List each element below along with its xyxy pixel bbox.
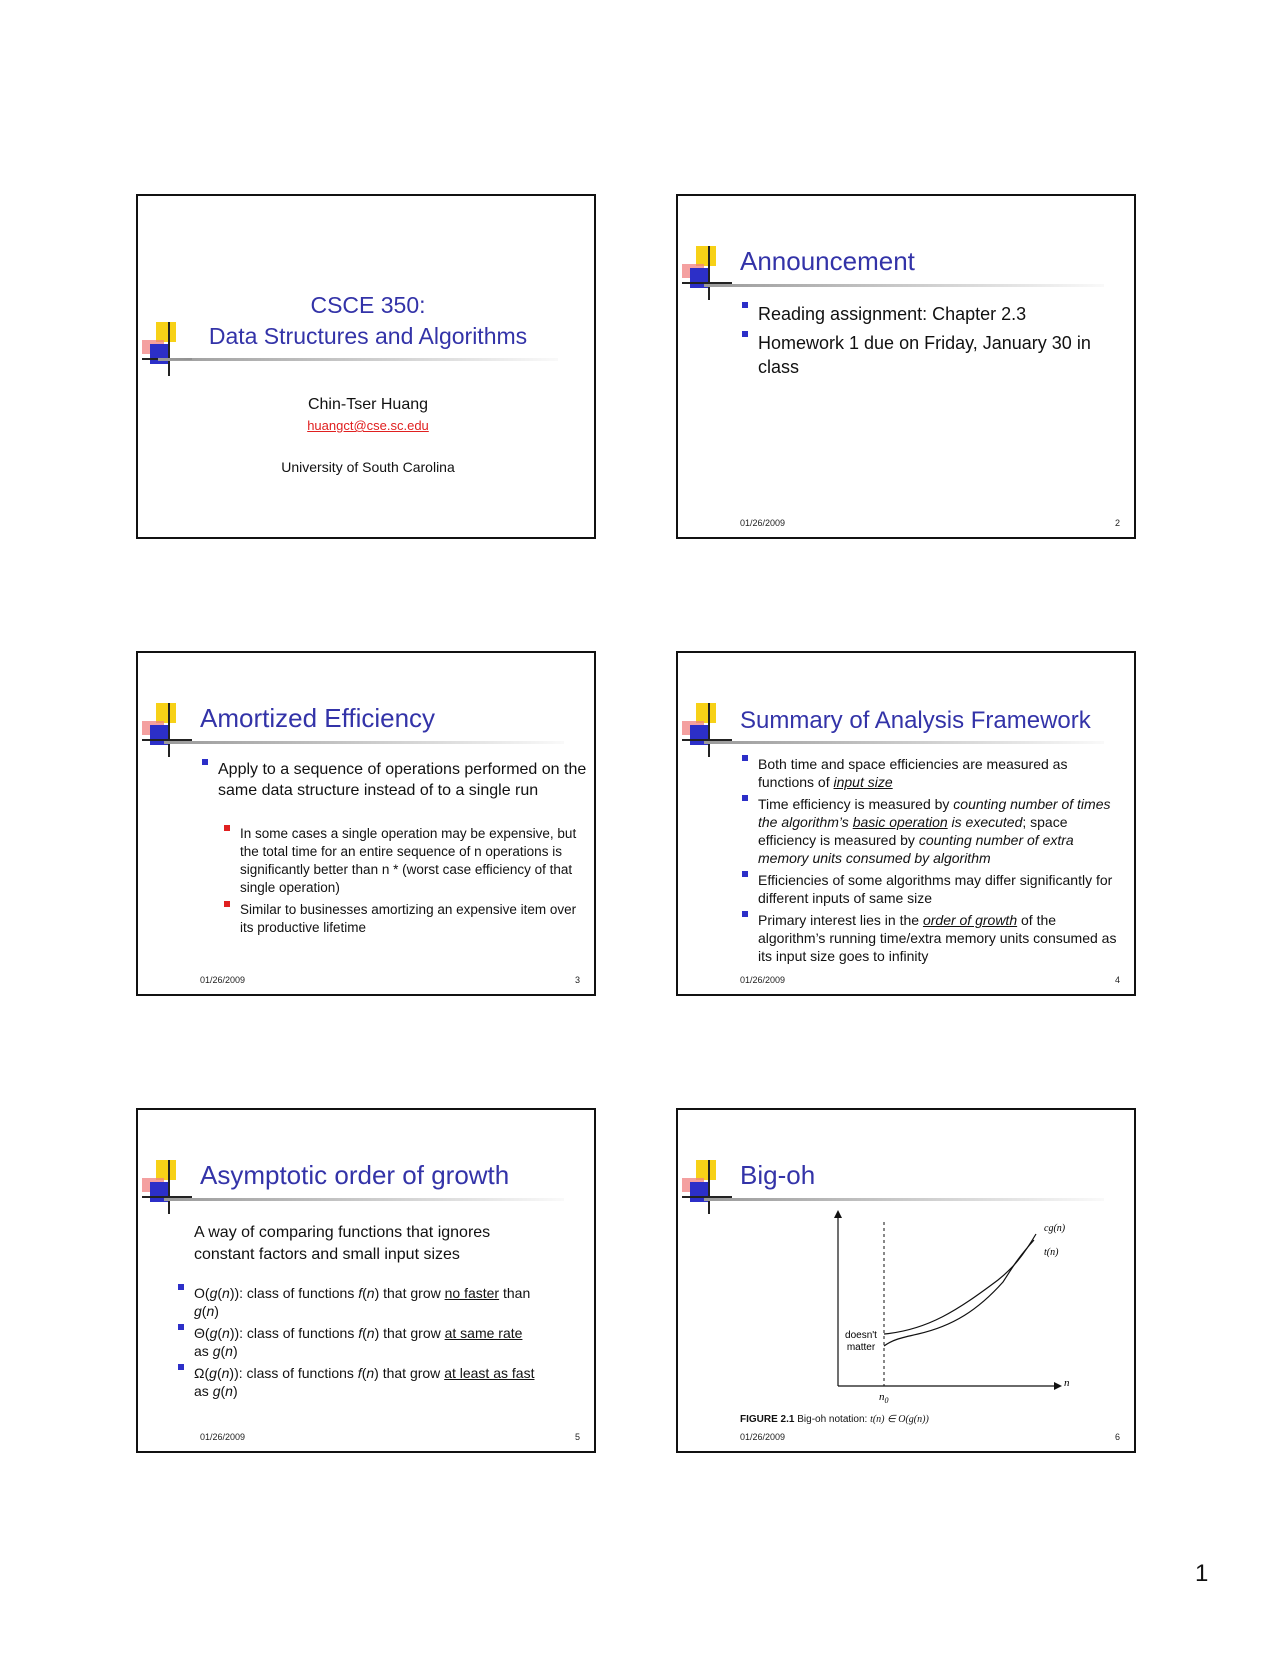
- email-text[interactable]: huangct@cse.sc.edu: [307, 418, 429, 433]
- amortized-sub-list: [222, 825, 582, 937]
- math-var: g: [209, 1285, 218, 1301]
- text-span: )): class of functions: [229, 1285, 359, 1301]
- emphasis-text: counting number of times the algorithm’s: [758, 796, 1111, 830]
- math-var: f: [357, 1365, 362, 1381]
- math-var: n: [366, 1365, 375, 1381]
- figure-text: Big-oh notation:: [797, 1414, 871, 1425]
- footer-page-number: 4: [1114, 975, 1120, 985]
- figure-formula: t(n) ∈ O(g(n)): [870, 1414, 929, 1425]
- list-item: O(g(n)): class of functions f(n) that grow no faster than g(n): [176, 1284, 576, 1320]
- slide-3: [136, 651, 596, 996]
- emphasis-text: input size: [833, 774, 893, 790]
- symbol: Θ: [194, 1325, 205, 1341]
- slide-5: [136, 1108, 596, 1453]
- figure-caption: [740, 1414, 929, 1425]
- text-span: )): class of functions: [229, 1325, 359, 1341]
- emphasis-text: basic operation: [852, 814, 948, 830]
- slide-1-title-line-1: CSCE 350:: [310, 292, 426, 318]
- slide-logo-icon: [142, 703, 192, 757]
- emphasis-text: at same rate: [444, 1325, 523, 1341]
- title-rule: [704, 1198, 1104, 1201]
- affiliation: University of South Carolina: [281, 459, 455, 475]
- slide-3-title: Amortized Efficiency: [200, 703, 436, 733]
- slide-2: [676, 194, 1136, 539]
- text-span: Time efficiency is measured by: [758, 796, 954, 812]
- emphasis-text: is executed: [947, 814, 1023, 830]
- text-span: Both time and space efficiencies are measured as functions of: [758, 756, 1068, 790]
- title-rule: [158, 358, 558, 361]
- sub-list-item: Similar to businesses amortizing an expensive item over its productive lifetime: [222, 901, 582, 937]
- slide-logo-icon: [682, 1160, 732, 1214]
- footer-date: 01/26/2009: [200, 975, 246, 985]
- announcement-list: [740, 302, 1120, 379]
- slide-4: [676, 651, 1136, 996]
- math-var: n: [225, 1383, 233, 1399]
- t-label: t(n): [1044, 1247, 1059, 1258]
- symbol: O: [194, 1285, 205, 1301]
- doesnt-label: doesn't: [845, 1330, 877, 1341]
- footer-page-number: 2: [1114, 518, 1120, 528]
- math-var: g: [194, 1303, 202, 1319]
- slide-1: [136, 194, 596, 539]
- title-rule: [704, 284, 1104, 287]
- slide-logo-icon: [682, 703, 732, 757]
- text-span: Primary interest lies in the: [758, 912, 923, 928]
- footer-page-number: 5: [574, 1432, 580, 1442]
- list-item: [740, 795, 1120, 867]
- list-item: Apply to a sequence of operations performed on the same data structure instead of to a single run: [200, 759, 590, 801]
- math-var: n: [221, 1365, 230, 1381]
- math-var: n: [206, 1303, 215, 1319]
- cg-curve: [884, 1234, 1036, 1334]
- cg-label: cg(n): [1044, 1223, 1066, 1234]
- sub-list-item: In some cases a single operation may be expensive, but the total time for an entire sequence of n operations is significantly better than n * (worst case efficiency of that single operation): [222, 825, 582, 897]
- text-span: ) that grow: [374, 1285, 445, 1301]
- asymptotic-list: [176, 1284, 576, 1400]
- text-span: ) that grow: [374, 1365, 445, 1381]
- emphasis-text: counting number of extra memory units consumed by algorithm: [758, 832, 1074, 866]
- figure-label: FIGURE 2.1: [740, 1414, 795, 1425]
- author-email-link[interactable]: [138, 418, 596, 433]
- math-var: g: [212, 1343, 221, 1359]
- title-rule: [704, 741, 1104, 744]
- slide-4-title: Summary of Analysis Framework: [740, 707, 1091, 734]
- math-var: g: [212, 1383, 221, 1399]
- amortized-list: [200, 759, 590, 801]
- slide-6-title: Big-oh: [740, 1160, 816, 1190]
- x-axis-arrow-icon: [1054, 1382, 1062, 1390]
- slide-logo-icon: [142, 1160, 192, 1214]
- footer-date: 01/26/2009: [740, 1432, 786, 1442]
- math-var: n: [225, 1343, 233, 1359]
- math-var: n: [366, 1325, 375, 1341]
- footer-date: 01/26/2009: [740, 975, 786, 985]
- text-span: as: [194, 1343, 213, 1359]
- text-span: of the algorithm’s running time/extra memory units consumed as its input size goes to infinity: [758, 912, 1117, 964]
- math-var: f: [358, 1285, 363, 1301]
- slide-2-title: Announcement: [740, 246, 915, 276]
- emphasis-text: no faster: [444, 1285, 500, 1301]
- list-item: [740, 911, 1120, 965]
- framework-list: [740, 755, 1120, 965]
- n0-label: $n_0$: [879, 1391, 889, 1405]
- y-axis-arrow-icon: [834, 1210, 842, 1218]
- text-span: than: [499, 1285, 531, 1301]
- math-var: n: [366, 1285, 375, 1301]
- math-var: n: [222, 1325, 230, 1341]
- math-var: g: [209, 1325, 218, 1341]
- list-item: Reading assignment: Chapter 2.3: [740, 302, 1120, 326]
- emphasis-text: at least as fast: [444, 1365, 535, 1381]
- matter-label: matter: [846, 1342, 876, 1353]
- n-axis-label: n: [1064, 1377, 1070, 1389]
- list-item: Ω(g(n)): class of functions f(n) that grow at least as fast as g(n): [176, 1364, 576, 1400]
- slide-logo-icon: [682, 246, 732, 300]
- emphasis-text: order of growth: [922, 912, 1018, 928]
- slide-6: [676, 1108, 1136, 1453]
- slide-5-title: Asymptotic order of growth: [200, 1160, 510, 1190]
- footer-page-number: 6: [1114, 1432, 1120, 1442]
- handout-page-number: 1: [1195, 1560, 1209, 1587]
- list-item: Homework 1 due on Friday, January 30 in class: [740, 331, 1120, 379]
- text-span: ) that grow: [374, 1325, 445, 1341]
- footer-date: 01/26/2009: [740, 518, 786, 528]
- footer-date: 01/26/2009: [200, 1432, 246, 1442]
- title-rule: [164, 741, 564, 744]
- title-rule: [164, 1198, 564, 1201]
- asymptotic-intro: A way of comparing functions that ignores constant factors and small input sizes: [194, 1224, 491, 1263]
- math-var: n: [222, 1285, 230, 1301]
- math-var: f: [358, 1325, 363, 1341]
- symbol: Ω: [194, 1365, 205, 1381]
- list-item: [740, 755, 1120, 791]
- author: Chin-Tser Huang: [307, 396, 429, 413]
- slide-1-title-line-2: Data Structures and Algorithms: [208, 323, 528, 349]
- list-item: Θ(g(n)): class of functions f(n) that grow at same rate as g(n): [176, 1324, 576, 1360]
- text-span: ; space efficiency is measured by: [758, 814, 1068, 848]
- footer-page-number: 3: [574, 975, 580, 985]
- list-item: Efficiencies of some algorithms may differ significantly for different inputs of same size: [740, 871, 1120, 907]
- math-var: g: [209, 1365, 217, 1381]
- text-span: as: [194, 1383, 213, 1399]
- text-span: )): class of functions: [229, 1365, 358, 1381]
